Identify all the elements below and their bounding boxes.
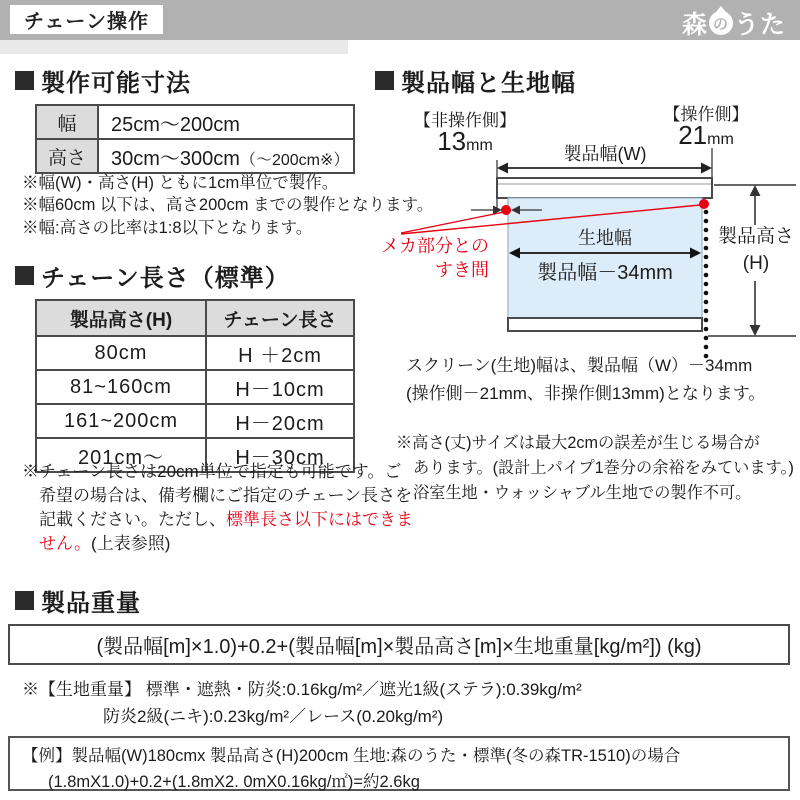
- example-line: (1.8mX1.0)+0.2+(1.8mX2. 0mX0.16kg/㎡)=約2.6kg: [48, 773, 420, 792]
- header-substrip: [0, 40, 348, 54]
- product-height-cell: 201cm～: [36, 438, 206, 472]
- table-row: [36, 336, 354, 370]
- non-operation-side-label: 【非操作側】: [414, 111, 516, 130]
- weight-example-box: [8, 736, 790, 791]
- section-title-fabric-width: [375, 63, 576, 98]
- height-label-unit: (H): [742, 252, 770, 274]
- product-height-cell: 81~160cm: [36, 370, 206, 404]
- chain-length-cell: H－20cm: [206, 404, 354, 438]
- fabric-width-formula-label: 製品幅－34mm: [537, 262, 673, 284]
- note-line: 浴室生地・ウォッシャブル生地での製作不可。: [413, 484, 752, 503]
- leaf-icon: [709, 11, 733, 35]
- size-notes: [22, 172, 433, 239]
- square-bullet-icon: [375, 71, 394, 90]
- chain-col-header: 製品高さ(H): [36, 300, 206, 336]
- section-title-size: [15, 63, 191, 98]
- note-line: ※幅:高さの比率は1:8以下となります。: [22, 218, 313, 237]
- non-operation-gap-value: [411, 126, 519, 157]
- fabric-weight-line: 防炎2級(ニキ):0.23kg/m²／レース(0.20kg/m²): [103, 707, 444, 727]
- size-value-small: （～200cm※）: [239, 151, 350, 169]
- chain-length-cell: H－10cm: [206, 370, 354, 404]
- operation-type-badge: [10, 5, 163, 34]
- example-line: 【例】製品幅(W)180cmx 製品高さ(H)200cm 生地:森のうた・標準(冬の森TR-1510)の場合: [22, 747, 681, 765]
- table-row: [36, 105, 354, 139]
- square-bullet-icon: [15, 266, 34, 285]
- fabric-weight-label: ※【生地重量】: [22, 680, 141, 699]
- brand-text-pre: 森: [681, 11, 708, 39]
- note-text-red: 標準長さ以下にはできません。: [39, 510, 413, 554]
- note-line: あります。(設計上パイプ1巻分の余裕をみています。): [413, 459, 794, 478]
- product-height-label: [713, 224, 799, 277]
- table-row: [36, 139, 354, 173]
- table-row: [36, 370, 354, 404]
- gap-unit: mm: [707, 131, 734, 148]
- weight-formula-box: [8, 624, 790, 665]
- description-line: スクリーン(生地)幅は、製品幅（W）－34mm: [406, 356, 753, 375]
- operation-type-label: チェーン操作: [24, 11, 149, 33]
- square-bullet-icon: [15, 71, 34, 90]
- note-text: (上表参照): [91, 534, 171, 554]
- size-row-label: 幅: [36, 105, 98, 139]
- brand-text-no: の: [712, 15, 729, 33]
- square-bullet-icon: [15, 591, 34, 610]
- table-header-row: [36, 300, 354, 336]
- product-height-cell: 161~200cm: [36, 404, 206, 438]
- header-bar: [0, 0, 800, 40]
- note-line: ※幅60cm 以下は、高さ200cm までの製作となります。: [22, 196, 434, 215]
- height-label-text: 製品高さ: [717, 226, 794, 247]
- weight-formula: (製品幅[m]×1.0)+0.2+(製品幅[m]×製品高さ[m]×生地重量[kg/m²]) (kg): [96, 636, 702, 658]
- size-value: 25cm～200cm: [111, 113, 240, 136]
- mechanism-gap-label: [375, 234, 489, 283]
- chain-length-table: [35, 299, 355, 473]
- chain-length-cell: H－30cm: [206, 438, 354, 472]
- gap-number: 21: [678, 120, 708, 150]
- section-title-text: 製品重量: [41, 590, 141, 617]
- description-line: (操作側－21mm、非操作側13mm)となります。: [406, 383, 766, 403]
- fabric-weight-note: [22, 676, 582, 730]
- fabric-weight-values: 標準・遮熱・防炎:0.16kg/m²／遮光1級(ステラ):0.39kg/m²: [145, 680, 582, 699]
- operation-side-label: 【操作側】: [663, 105, 749, 124]
- section-title-weight: [15, 583, 141, 618]
- chain-length-cell: H ＋2cm: [206, 336, 354, 370]
- height-tolerance-note: [396, 431, 794, 506]
- product-height-cell: 80cm: [36, 336, 206, 370]
- fabric-width-description: [406, 352, 765, 407]
- size-row-value: [98, 105, 354, 139]
- size-table: [35, 104, 355, 174]
- brand-logo: [682, 5, 786, 41]
- section-title-text: チェーン長さ（標準）: [41, 265, 290, 292]
- chain-col-header: チェーン長さ: [206, 300, 354, 336]
- gap-number: 13: [437, 126, 467, 156]
- gap-unit: mm: [466, 137, 493, 154]
- width-diagram: [375, 98, 800, 360]
- section-title-text: 製品幅と生地幅: [401, 70, 576, 97]
- size-row-label: 高さ: [36, 139, 98, 173]
- size-value: 30cm～300cm: [111, 147, 240, 170]
- size-row-value: [98, 139, 354, 173]
- note-line: ※幅(W)・高さ(H) ともに1cm単位で製作。: [22, 174, 339, 192]
- bottom-bar: [508, 318, 702, 331]
- head-rail: [497, 178, 712, 198]
- fabric-weight-line: [22, 676, 582, 703]
- note-line: ※高さ(丈)サイズは最大2cmの誤差が生じる場合が: [396, 434, 760, 452]
- product-width-label: 製品幅(W): [563, 144, 647, 164]
- section-title-chain: [15, 258, 290, 293]
- table-row: [36, 404, 354, 438]
- section-title-text: 製作可能寸法: [41, 70, 191, 97]
- gap-label-line: すき間: [435, 260, 489, 281]
- note-text: ※チェーン長さは20cm単位で指定も可能です。ご希望の場合は、備考欄にご指定のチェーン長さを記載ください。ただし、: [22, 462, 413, 530]
- brand-text-post: うた: [733, 11, 786, 39]
- fabric-width-label: 生地幅: [578, 228, 632, 248]
- chain-note: [22, 460, 413, 557]
- gap-label-line: メカ部分との: [381, 236, 489, 256]
